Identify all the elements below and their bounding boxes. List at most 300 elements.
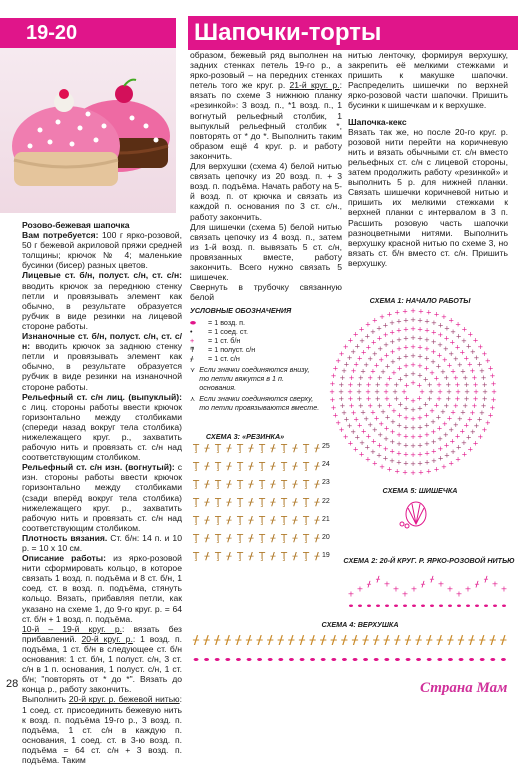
stitch-symbol: + (448, 316, 455, 325)
watermark-logo: Страна Мам (420, 680, 508, 696)
pattern-numbers: 19-20 (26, 22, 78, 44)
stitch-symbol: + (446, 388, 452, 396)
legend-item-label: = 1 возд. п. (208, 318, 246, 327)
stitch-symbol: ᚋ (479, 632, 486, 647)
legend-item-label: = 1 соед. ст. (208, 327, 248, 336)
stitch-symbol: + (348, 402, 355, 411)
stitch-symbol: + (338, 388, 344, 396)
stitch-symbol: + (403, 441, 409, 450)
stitch-symbol: ᚋ (204, 533, 210, 544)
stitch-symbol: + (471, 402, 478, 411)
stitch-symbol: + (465, 433, 472, 442)
stitch-symbol: ⬬ (437, 656, 443, 664)
stitch-symbol: + (376, 374, 383, 383)
stitch-symbol: + (446, 361, 453, 370)
stitch-symbol: + (454, 343, 461, 352)
stitch-symbol: + (463, 380, 470, 389)
stitch-symbol: + (358, 450, 365, 459)
stitch-symbol: ᚋ (226, 533, 232, 544)
stitch-symbol: ᚋ (204, 443, 210, 454)
stitch-symbol: + (417, 414, 423, 423)
stitch-symbol: + (429, 368, 436, 377)
stitch-symbol: + (478, 367, 485, 376)
back-stitch-label: Изнаночные ст. б/н, полуст. с/н, ст. с/н: (22, 331, 182, 352)
stitch-symbol: + (352, 445, 359, 454)
stitch-symbol: + (403, 343, 409, 352)
stitch-symbol: + (384, 413, 391, 422)
stitch-symbol: Ţ (280, 479, 288, 490)
stitch-symbol: ⬬ (373, 656, 379, 664)
stitch-symbol: ᚋ (226, 443, 232, 454)
stitch-symbol: + (403, 381, 410, 390)
joined-bottom-icon: ⋎ (190, 365, 196, 374)
stitch-symbol: + (339, 373, 346, 382)
rows-10-19-label: 10-й – 19-й круг. р. (22, 623, 122, 634)
stitch-symbol: ᚋ (362, 632, 369, 647)
stitch-symbol: + (484, 418, 491, 427)
stitch-symbol: + (353, 415, 360, 424)
stitch-symbol: + (464, 584, 472, 594)
stitch-symbol: ᚋ (270, 515, 276, 526)
stitch-symbol: + (367, 420, 374, 429)
stitch-symbol: Ţ (302, 443, 310, 454)
stitch-symbol: ᚋ (204, 479, 210, 490)
stitch-symbol: + (367, 374, 374, 383)
stitch-symbol: + (452, 420, 459, 429)
stitch-symbol: + (410, 370, 416, 378)
front-stitch-paragraph (22, 270, 182, 331)
stitch-symbol: ᚋ (314, 479, 320, 490)
density-label: Плотность вязания. (22, 532, 108, 543)
stitch-symbol: + (343, 360, 350, 369)
stitch-symbol: + (396, 411, 403, 420)
stitch-symbol: + (455, 455, 461, 464)
stitch-symbol: + (354, 433, 361, 442)
stitch-symbol: + (490, 380, 497, 389)
stitch-symbol: + (416, 404, 423, 413)
rows-10-19-text: : вязать без прибавлений. (22, 623, 182, 644)
stitch-symbol: + (365, 380, 372, 389)
stitch-symbol: ⬬ (257, 656, 263, 664)
stitch-symbol: + (410, 316, 416, 324)
stitch-symbol: + (428, 388, 434, 396)
stitch-symbol: + (455, 589, 463, 599)
stitch-symbol: + (441, 313, 447, 322)
stitch-symbol: + (371, 459, 378, 468)
stitch-symbol: ᚋ (267, 632, 274, 647)
stitch-symbol: + (416, 381, 423, 390)
stitch-symbol: ᚋ (270, 533, 276, 544)
stitch-symbol: + (418, 468, 424, 476)
stitch-symbol: + (367, 401, 374, 410)
front-post-label: Рельефный ст. с/н лиц. (выпуклый): (22, 391, 182, 402)
stitch-symbol: + (363, 415, 370, 423)
legend-item-hdc (190, 345, 320, 354)
stitch-symbol: + (435, 413, 442, 422)
stitch-symbol: ᚋ (292, 551, 298, 562)
stitch-symbol: Ţ (280, 497, 288, 508)
stitch-symbol: + (422, 375, 429, 384)
stitch-symbol: + (343, 415, 350, 424)
stitch-symbol: + (473, 354, 480, 363)
stitch-symbol: Ţ (258, 497, 266, 508)
stitch-symbol: + (417, 459, 423, 468)
stitch-symbol: + (386, 310, 393, 319)
stitch-symbol: + (430, 338, 437, 347)
stitch-symbol: ᚋ (248, 443, 254, 454)
stitch-symbol: ᚋ (489, 632, 496, 647)
stitch-symbol: ᚋ (426, 632, 433, 647)
stitch-symbol: ᚋ (226, 551, 232, 562)
stitch-symbol: + (383, 351, 390, 360)
description-paragraph (22, 553, 182, 624)
stitch-symbol: Ţ (192, 479, 200, 490)
stitch-symbol: + (403, 414, 409, 423)
stitch-symbol: + (389, 447, 396, 456)
page-number: 28 (6, 678, 19, 690)
stitch-symbol: ᚋ (292, 497, 298, 508)
stitch-symbol: + (460, 337, 467, 346)
stitch-symbol: + (370, 437, 377, 446)
legend-item-dc (190, 354, 320, 363)
stitch-symbol: ᚋ (447, 632, 454, 647)
stitch-symbol: + (403, 404, 410, 413)
stitch-symbol: + (491, 579, 499, 589)
stitch-symbol: + (466, 360, 473, 369)
stitch-symbol: ⬬ (469, 656, 475, 664)
row-20-beige-label: 20-й круг. р. бежевой нитью (68, 694, 180, 705)
stitch-symbol: ᚋ (226, 479, 232, 490)
stitch-symbol: + (417, 334, 423, 343)
stitch-symbol: + (417, 441, 423, 450)
stitch-symbol: + (371, 316, 378, 325)
stitch-symbol: + (402, 307, 408, 316)
stitch-symbol: + (392, 388, 398, 396)
row-21-label: 21-й круг. р. (289, 80, 340, 91)
stitch-symbol: + (386, 465, 393, 474)
stitch-symbol: + (423, 354, 430, 363)
stitch-symbol: + (410, 460, 416, 468)
stitch-symbol: ᚋ (373, 632, 380, 647)
stitch-symbol: ᚋ (288, 632, 295, 647)
stitch-symbol: + (397, 400, 404, 409)
stitch-symbol: + (461, 325, 468, 334)
stitch-symbol: + (441, 356, 448, 365)
stitch-symbol: + (482, 388, 488, 396)
stitch-symbol: ᚋ (270, 497, 276, 508)
stitch-symbol: ⬬ (352, 656, 358, 664)
stitch-symbol: + (410, 451, 416, 459)
stitch-symbol: ᚋ (292, 479, 298, 490)
stitch-symbol: + (410, 442, 416, 450)
chain-symbol-icon: ⬬ (190, 318, 197, 327)
stitch-symbol: + (462, 401, 469, 410)
stitch-symbol: Ţ (258, 443, 266, 454)
single-crochet-symbol-icon: + (190, 336, 195, 345)
stitch-symbol: Ţ (236, 533, 244, 544)
stitch-symbol: Ţ (258, 533, 266, 544)
stitch-symbol: + (417, 432, 423, 441)
stitch-symbol: + (352, 330, 359, 339)
stitch-symbol: + (410, 343, 416, 351)
stitch-symbol: ᚋ (320, 632, 327, 647)
stitch-symbol: + (472, 336, 479, 345)
row-number: 25 (322, 443, 330, 450)
stitch-symbol: + (437, 341, 443, 350)
legend-item-label: = 1 ст. с/н (208, 354, 240, 363)
stitch-symbol: + (459, 348, 466, 357)
stitch-symbol: ᚋ (292, 533, 298, 544)
stitch-symbol: + (376, 324, 382, 333)
stitch-symbol: + (384, 362, 391, 371)
stitch-symbol: + (463, 354, 470, 363)
stitch-symbol: + (330, 403, 337, 412)
stitch-symbol: + (425, 308, 432, 317)
stitch-symbol: + (419, 388, 425, 396)
stitch-symbol: + (383, 394, 390, 403)
stitch-symbol: ᚋ (314, 497, 320, 508)
scheme-3-diagram (188, 440, 338, 570)
stitch-symbol: ⬬ (357, 603, 363, 610)
stitch-symbol: + (450, 408, 457, 417)
stitch-symbol: + (426, 381, 433, 390)
stitch-symbol: + (430, 456, 437, 465)
stitch-symbol: + (390, 368, 397, 377)
stitch-symbol: + (378, 419, 385, 428)
stitch-symbol: ᚋ (314, 515, 320, 526)
stitch-symbol: + (370, 328, 376, 337)
stitch-symbol: + (390, 417, 396, 426)
stitch-symbol: + (424, 335, 430, 344)
legend-title: УСЛОВНЫЕ ОБОЗНАЧЕНИЯ (190, 306, 292, 315)
stitch-symbol: + (396, 335, 402, 344)
stitch-symbol: + (376, 441, 383, 450)
stitch-symbol: + (338, 426, 345, 435)
stitch-symbol: + (430, 358, 436, 367)
description-label: Описание работы: (22, 553, 106, 564)
stitch-symbol: + (455, 388, 461, 396)
stitch-symbol: Ţ (236, 551, 244, 562)
stitch-symbol: + (454, 432, 461, 441)
stitch-symbol: ⬬ (288, 656, 294, 664)
stitch-symbol: + (472, 380, 479, 389)
stitch-symbol: + (365, 343, 372, 352)
stitch-symbol: Ţ (258, 461, 266, 472)
stitch-symbol: + (436, 394, 443, 403)
stitch-symbol: ᚋ (314, 551, 320, 562)
top-paragraph: Для верхушки (схема 4) белой нитью связать цепочку из 20 возд. п. + 3 возд. п. подъёма. Начать работу на 5-й возд. п. от крючка и связать из каждой п. основания по 3 ст. с/н., работу закончить. (190, 161, 342, 222)
stitch-symbol: + (383, 341, 389, 350)
stitch-symbol: Ţ (214, 515, 222, 526)
scheme-1-diagram (325, 306, 515, 476)
stitch-symbol: + (456, 361, 463, 369)
legend-note-2 (190, 394, 320, 412)
stitch-symbol: + (417, 325, 423, 334)
stitch-symbol: ⬬ (341, 656, 347, 664)
stitch-symbol: Ţ (236, 461, 244, 472)
row-number: 22 (322, 497, 330, 505)
stitch-symbol: + (329, 380, 336, 389)
description-text: из ярко-розовой нити сформировать кольцо, в которое связать 1 возд. п. подъёма и 8 ст. б/н, 1 соед. ст. в возд. п. подъёма, стянуть кольцо. Вязать, прибавляя петли, как указано на схеме 1, до 9-го круг. р. = 64 ст. б/н + 1 возд. п. подъёма. (22, 553, 182, 624)
scheme-4-caption: СХЕМА 4: ВЕРХУШКА (321, 620, 399, 629)
stitch-symbol: + (357, 374, 364, 383)
stitch-symbol: ᚋ (248, 461, 254, 472)
stitch-symbol: Ţ (258, 479, 266, 490)
stitch-symbol: + (367, 355, 374, 364)
heading-pink-beige-hat: Розово-бежевая шапочка (22, 220, 130, 230)
stitch-symbol: + (393, 394, 400, 403)
stitch-symbol: + (491, 388, 497, 396)
stitch-symbol: ᚋ (376, 574, 380, 584)
stitch-symbol: + (389, 456, 396, 465)
stitch-symbol: ⬬ (320, 656, 326, 664)
stitch-symbol: ᚋ (248, 515, 254, 526)
stitch-symbol: + (374, 380, 381, 389)
stitch-symbol: + (396, 326, 402, 335)
stitch-symbol: + (396, 354, 403, 363)
stitch-symbol: + (335, 418, 342, 427)
stitch-symbol: + (481, 426, 488, 435)
front-post-paragraph (22, 392, 182, 463)
stitch-symbol: + (396, 345, 403, 354)
stitch-symbol: + (329, 395, 336, 404)
stitch-symbol: ⬬ (458, 656, 464, 664)
stitch-symbol: + (463, 395, 470, 404)
stitch-symbol: + (393, 381, 400, 390)
stitch-symbol: ᚋ (352, 632, 358, 647)
stitch-symbol: + (466, 415, 473, 424)
stitch-symbol: ⬬ (474, 603, 480, 610)
stitch-symbol: + (389, 338, 396, 347)
stitch-symbol: + (454, 380, 461, 389)
stitch-symbol: ᚋ (430, 574, 434, 584)
legend-note-1 (190, 365, 320, 392)
stitch-symbol: ᚋ (246, 632, 252, 647)
stitch-symbol: + (378, 356, 385, 365)
stitch-symbol: + (444, 451, 450, 460)
stitch-symbol: + (376, 401, 383, 410)
stitch-symbol: ᚋ (475, 579, 479, 589)
back-stitch-paragraph (22, 331, 182, 392)
stitch-symbol: Ţ (214, 551, 222, 562)
stitch-symbol: + (403, 450, 409, 459)
stitch-symbol: + (383, 424, 390, 433)
stitch-symbol: + (365, 388, 371, 396)
stitch-symbol: + (397, 375, 404, 384)
stitch-symbol: + (347, 439, 354, 448)
stitch-symbol: ᚋ (226, 497, 232, 508)
stitch-symbol: + (437, 321, 444, 330)
stitch-symbol: + (396, 440, 402, 449)
stitch-symbol: + (402, 468, 408, 476)
stitch-symbol: + (356, 354, 363, 363)
stitch-symbol: ⬬ (310, 656, 316, 664)
stitch-symbol: + (358, 325, 365, 334)
stitch-symbol: + (339, 402, 346, 411)
stitch-symbol: + (373, 414, 380, 423)
stitch-symbol: Ţ (258, 515, 266, 526)
stitch-symbol: ᚋ (405, 632, 411, 647)
stitch-symbol: ⬬ (384, 603, 390, 610)
stitch-symbol: + (424, 317, 430, 326)
stitch-symbol: + (424, 449, 430, 458)
stitch-symbol: + (442, 345, 449, 354)
stitch-symbol: + (353, 360, 360, 369)
stitch-symbol: ⬬ (438, 603, 444, 610)
stitch-symbol: + (450, 367, 457, 376)
density-text: Ст. б/н: 14 п. и 10 р. = 10 х 10 см. (22, 532, 182, 553)
stitch-symbol: + (374, 395, 381, 404)
stitch-symbol: ⬬ (394, 656, 400, 664)
stitch-symbol: + (394, 308, 401, 317)
row-20-label: 20-й круг. р. (81, 633, 133, 644)
stitch-symbol: + (480, 402, 487, 411)
stitch-symbol: + (463, 421, 470, 430)
stitch-symbol: ⬬ (204, 656, 210, 664)
col2-paragraph-1 (190, 50, 342, 161)
stitch-symbol: + (477, 342, 484, 351)
stitch-symbol: + (350, 408, 357, 417)
stitch-symbol: + (424, 326, 430, 335)
stitch-symbol: Ţ (192, 497, 200, 508)
stitch-symbol: + (389, 437, 396, 446)
stitch-symbol: + (477, 433, 484, 442)
stitch-symbol: Ţ (280, 551, 288, 562)
stitch-symbol: + (456, 415, 463, 423)
stitch-symbol: Ţ (236, 497, 244, 508)
stitch-symbol: + (487, 364, 494, 373)
stitch-symbol: + (465, 342, 472, 351)
stitch-symbol: + (455, 443, 462, 452)
back-post-text: с изн. стороны работы ввести крючок горизонтально между столбиками (сзади вперёд вокруг тела столбика) нижележащего круг. р., захватить рабочую нить и провязать ст. с/н над соответствующим столбиком. (22, 462, 182, 533)
stitch-symbol: + (382, 444, 389, 453)
stitch-symbol: + (356, 388, 362, 396)
stitch-symbol: + (377, 430, 384, 439)
stitch-symbol: ⬬ (447, 603, 453, 610)
stitch-symbol: ᚋ (299, 632, 305, 647)
stitch-symbol: + (389, 347, 396, 356)
stitch-symbol: + (347, 589, 355, 599)
row-20-beige-paragraph (22, 694, 182, 765)
scheme-3-caption: СХЕМА 3: «РЕЗИНКА» (205, 432, 285, 441)
stitch-symbol: ᚋ (421, 579, 425, 589)
stitch-symbol: ᚋ (484, 574, 488, 584)
stitch-symbol: ᚋ (415, 632, 422, 647)
stitch-symbol: + (443, 441, 450, 450)
stitch-symbol: ⬬ (267, 656, 273, 664)
stitch-symbol: + (433, 465, 440, 474)
stitch-symbol: + (383, 388, 389, 396)
stitch-symbol: + (422, 400, 429, 409)
stitch-symbol: ⬬ (402, 603, 408, 610)
row-20-beige-text: : 1 соед. ст. присоединить бежевую нить к возд. п. подъёма 19-го р., 3 возд. п. подъёма, 1 ст. с/н в каждую п. основания, 1 соед. ст. в 3-ю возд. п. подъёма = 64 ст. с/н + 3 возд. п. подъёма. Таким (22, 694, 183, 765)
stitch-symbol: + (437, 454, 444, 463)
legend-item-slip (190, 327, 320, 336)
stitch-symbol: ᚋ (314, 461, 320, 472)
stitch-symbol: + (449, 437, 456, 446)
stitch-symbol: + (360, 348, 367, 357)
stitch-symbol: ᚋ (248, 497, 254, 508)
stitch-symbol: + (439, 408, 446, 417)
stitch-symbol: Ţ (258, 551, 266, 562)
stitch-symbol: ⬬ (501, 603, 507, 610)
stitch-symbol: + (417, 361, 423, 370)
stitch-symbol: Ţ (214, 497, 222, 508)
stitch-symbol: + (396, 421, 403, 430)
front-post-text: с лиц. стороны работы ввести крючок горизонтально между столбиками (спереди назад вокруг тела столбика) нижележащего круг. р., захватить рабочую нить и провязать ст. с/н над соответствующим столбиком. (22, 401, 182, 463)
legend-note-1-text: Если значки соединяются внизу, то петли вяжутся в 1 п. основания. (199, 365, 310, 392)
stitch-symbol: + (360, 427, 367, 436)
